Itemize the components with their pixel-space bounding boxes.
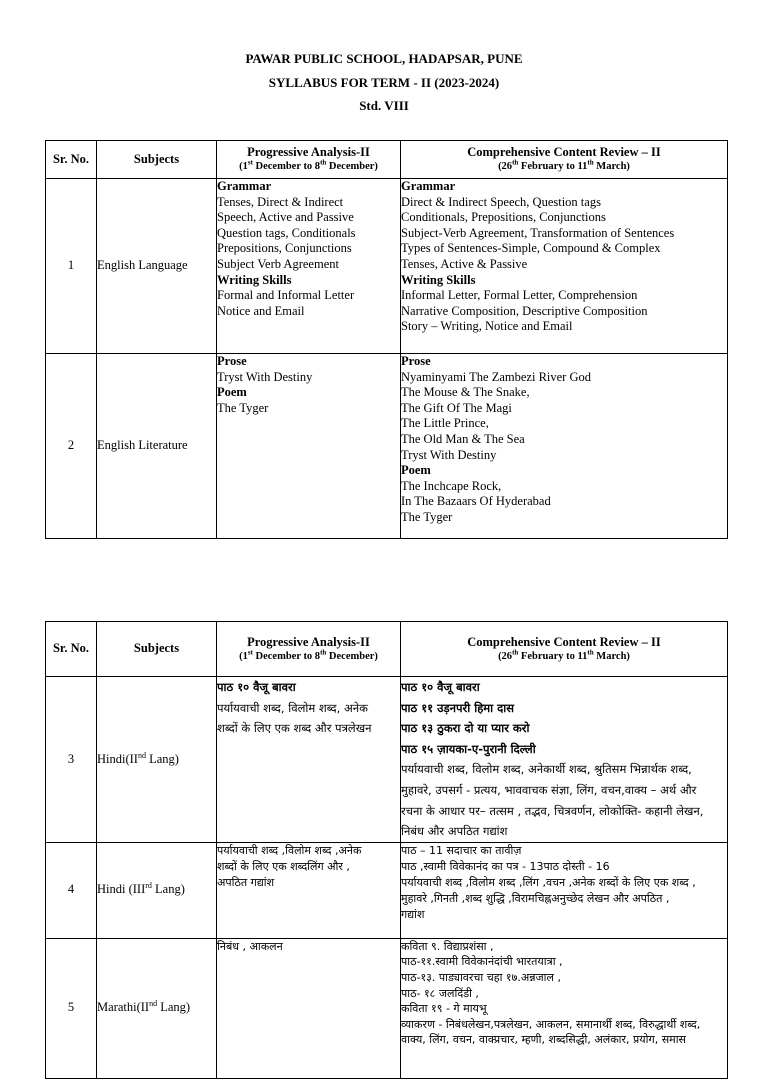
row-ccr-content (401, 938, 728, 1078)
content-line: Conditionals, Prepositions, Conjunctions (401, 210, 606, 225)
content-line: पाठ-१३. पाड्यावरचा चहा १७.अन्नजाल , (401, 970, 561, 984)
content-line: The Mouse & The Snake, (401, 385, 530, 400)
row-ccr-content (401, 677, 728, 843)
row-ccr-content (401, 842, 728, 938)
content-line: गद्यांश (401, 907, 425, 921)
content-line: Tryst With Destiny (401, 447, 497, 462)
content-line: कविता ९. विद्याप्रशंसा , (401, 939, 494, 953)
content-line: पर्यायवाची शब्द ,विलोम शब्द ,अनेक (217, 843, 362, 857)
syllabus-title: SYLLABUS FOR TERM - II (2023-2024) (268, 75, 500, 90)
content-line: Speech, Active and Passive (217, 210, 354, 225)
content-line: निबंध , आकलन (217, 939, 283, 953)
row-subject: Hindi(IInd Lang) (97, 677, 217, 843)
row-srno: 1 (46, 179, 97, 354)
ccr-range: (26th February to 11th March) (498, 158, 630, 172)
content-line: Subject Verb Agreement (217, 256, 339, 271)
content-line: रचना के आधार पर– तत्सम , तद्भव, चित्रवर्णन, लोकोक्ति- कहानी लेखन, (401, 803, 704, 818)
ccr-title: Comprehensive Content Review – II (467, 145, 661, 159)
content-line: वाक्य, लिंग, वचन, वाक्प्रचार, म्हणी, शब्दसिद्धी, अलंकार, प्रयोग, समास (401, 1033, 686, 1047)
ccr-title: Comprehensive Content Review – II (467, 634, 661, 649)
content-line: अपठित गद्यांश (217, 875, 275, 889)
content-line: Nyaminyami The Zambezi River God (401, 369, 591, 384)
row-subject: Hindi (IIIrd Lang) (97, 842, 217, 938)
content-line: The Little Prince, (401, 416, 489, 431)
content-line: The Old Man & The Sea (401, 431, 525, 446)
col-header-subjects: Subjects (97, 141, 217, 179)
content-line: मुहावरे ,गिनती ,शब्द शुद्धि ,विरामचिह्नअनुच्छेद लेखन और अपठित , (401, 891, 670, 905)
school-name: PAWAR PUBLIC SCHOOL, HADAPSAR, PUNE (245, 51, 523, 66)
content-line: Grammar (217, 179, 272, 193)
ccr-range: (26th February to 11th March) (498, 648, 630, 662)
row-pa-content (217, 842, 401, 938)
row-srno: 2 (46, 354, 97, 539)
content-line: The Gift Of The Magi (401, 400, 512, 415)
pa-range: (1st December to 8th December) (239, 158, 378, 172)
pa-title: Progressive Analysis-II (247, 634, 370, 649)
content-line: Writing Skills (217, 272, 292, 287)
syllabus-table-2 (45, 621, 728, 1079)
table-row (46, 677, 728, 843)
content-line: Tryst With Destiny (217, 369, 313, 384)
content-line: Poem (401, 463, 431, 478)
row-pa-content (217, 938, 401, 1078)
table-header-row (46, 622, 728, 677)
row-ccr-content (401, 354, 728, 539)
row-pa-content (217, 354, 401, 539)
col-header-srno: Sr. No. (46, 622, 97, 677)
content-line: In The Bazaars Of Hyderabad (401, 494, 551, 509)
content-line: Question tags, Conditionals (217, 225, 356, 240)
col-header-subjects: Subjects (97, 622, 217, 677)
content-line: मुहावरे, उपसर्ग - प्रत्यय, भाववाचक संज्ञा, लिंग, वचन,वाक्य – अर्थ और (401, 782, 697, 797)
row-ccr-content (401, 179, 728, 354)
content-line: पर्यायवाची शब्द, विलोम शब्द, अनेक (217, 700, 368, 715)
pa-title: Progressive Analysis-II (247, 145, 370, 159)
row-srno: 4 (46, 842, 97, 938)
pa-range: (1st December to 8th December) (239, 648, 378, 662)
row-srno: 3 (46, 677, 97, 843)
content-line: Direct & Indirect Speech, Question tags (401, 194, 601, 209)
col-header-content-review (401, 622, 728, 677)
content-line: Prose (217, 354, 247, 368)
standard-label: Std. VIII (359, 98, 409, 113)
content-line: Subject-Verb Agreement, Transformation of Sentences (401, 225, 675, 240)
content-line: निबंध और अपठित गद्यांश (401, 824, 508, 839)
row-subject: English Literature (97, 354, 217, 539)
content-line: Tenses, Direct & Indirect (217, 194, 344, 209)
content-line: Tenses, Active & Passive (401, 256, 528, 271)
content-line: पाठ ११ उड़नपरी हिमा दास (401, 700, 515, 715)
content-line: Grammar (401, 179, 456, 193)
content-line: पाठ १५ ज़ायका-ए-पुरानी दिल्ली (401, 741, 536, 756)
content-line: Informal Letter, Formal Letter, Comprehension (401, 288, 638, 303)
syllabus-table-1 (45, 140, 728, 539)
table-header-row (46, 141, 728, 179)
row-pa-content (217, 677, 401, 843)
content-line: पाठ १० वैजू बावरा (401, 680, 480, 694)
content-line: The Tyger (217, 400, 269, 415)
content-line: Story – Writing, Notice and Email (401, 319, 573, 334)
content-line: पाठ- १८ जलदिंडी , (401, 986, 479, 1000)
content-line: पाठ – 11 सदाचार का तावीज़ (401, 843, 522, 857)
content-line: शब्दों के लिए एक शब्दलिंग और , (217, 859, 350, 873)
col-header-content-review (401, 141, 728, 179)
content-line: Writing Skills (401, 272, 476, 287)
content-line: Formal and Informal Letter (217, 288, 355, 303)
content-line: Types of Sentences-Simple, Compound & Complex (401, 241, 661, 256)
content-line: व्याकरण - निबंधलेखन,पत्रलेखन, आकलन, समानार्थी शब्द, विरुद्धार्थी शब्द, (401, 1017, 701, 1031)
table-row (46, 938, 728, 1078)
content-line: कविता १९ - गे मायभू (401, 1002, 487, 1016)
content-line: Poem (217, 385, 247, 400)
table-row (46, 354, 728, 539)
col-header-progressive-analysis (217, 141, 401, 179)
content-line: पाठ १० वैजू बावरा (217, 680, 296, 694)
table-row (46, 179, 728, 354)
row-subject: Marathi(IInd Lang) (97, 938, 217, 1078)
content-line: Prepositions, Conjunctions (217, 241, 352, 256)
content-line: पाठ १३ ठुकरा दो या प्यार करो (401, 721, 530, 736)
table-row (46, 842, 728, 938)
row-pa-content (217, 179, 401, 354)
content-line: The Tyger (401, 509, 453, 524)
content-line: The Inchcape Rock, (401, 478, 502, 493)
content-line: Prose (401, 354, 431, 368)
row-srno: 5 (46, 938, 97, 1078)
content-line: पाठ ,स्वामी विवेकानंद का पत्र - 13पाठ दोस्ती - 16 (401, 859, 610, 873)
row-subject: English Language (97, 179, 217, 354)
content-line: पर्यायवाची शब्द ,विलोम शब्द ,लिंग ,वचन ,अनेक शब्दों के लिए एक शब्द , (401, 875, 696, 889)
content-line: पर्यायवाची शब्द, विलोम शब्द, अनेकार्थी शब्द, श्रुतिसम भिन्नार्थक शब्द, (401, 762, 692, 777)
content-line: Notice and Email (217, 303, 305, 318)
content-line: Narrative Composition, Descriptive Composition (401, 303, 648, 318)
col-header-progressive-analysis (217, 622, 401, 677)
content-line: शब्दों के लिए एक शब्द और पत्रलेखन (217, 721, 372, 736)
content-line: पाठ-११.स्वामी विवेकानंदांची भारतयात्रा , (401, 955, 563, 969)
col-header-srno: Sr. No. (46, 141, 97, 179)
